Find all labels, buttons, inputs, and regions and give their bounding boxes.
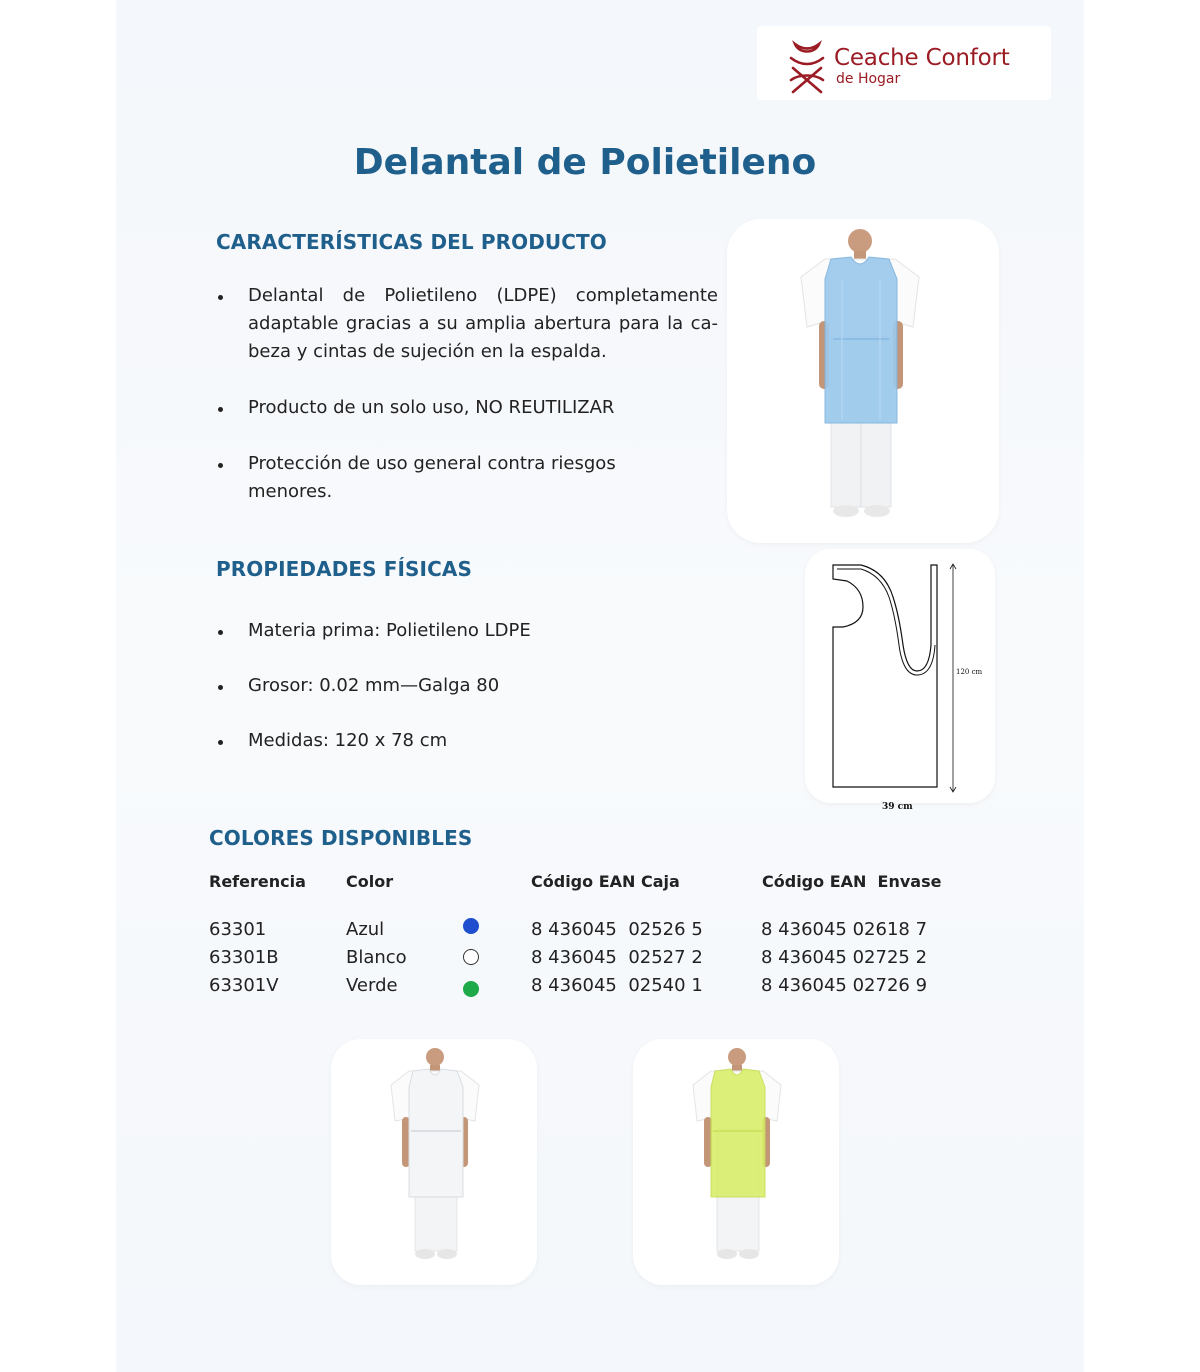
brand-name: Ceache Confort bbox=[834, 45, 1010, 71]
ean-pack-cell: 8 436045 02725 2 bbox=[761, 947, 928, 968]
green-swatch-icon bbox=[463, 981, 479, 997]
list-item: Grosor: 0.02 mm—Galga 80 bbox=[216, 672, 696, 700]
characteristics-list bbox=[216, 282, 718, 506]
color-name-cell: Blanco bbox=[346, 947, 407, 968]
page-title: Delantal de Polietileno bbox=[353, 142, 817, 183]
blue-apron-photo bbox=[727, 219, 999, 543]
green-apron-figure bbox=[633, 1039, 839, 1285]
diagram-height-label: 120 cm bbox=[956, 668, 983, 676]
ean-box-cell: 8 436045 02526 5 bbox=[531, 919, 703, 940]
ean-box-cell: 8 436045 02540 1 bbox=[531, 975, 703, 996]
white-swatch-icon bbox=[463, 949, 479, 965]
color-name-cell: Azul bbox=[346, 919, 385, 940]
list-item: Producto de un solo uso, NO REUTILIZAR bbox=[216, 394, 718, 422]
brand-emblem-icon bbox=[787, 40, 827, 96]
diagram-width-label: 39 cm bbox=[882, 802, 913, 812]
column-header-ean-box: Código EAN Caja bbox=[531, 872, 680, 891]
white-apron-photo bbox=[331, 1039, 537, 1285]
ean-pack-cell: 8 436045 02618 7 bbox=[761, 919, 928, 940]
list-item: Delantal de Polietileno (LDPE) completamente adaptable gracias a su amplia abertura para la ca-beza y cintas de sujeción en la espalda. bbox=[216, 282, 718, 366]
reference-cell: 63301V bbox=[209, 975, 279, 996]
list-item: Medidas: 120 x 78 cm bbox=[216, 727, 696, 755]
reference-cell: 63301 bbox=[209, 919, 267, 940]
ean-box-cell: 8 436045 02527 2 bbox=[531, 947, 703, 968]
apron-diagram bbox=[805, 549, 995, 803]
color-name-cell: Verde bbox=[346, 975, 398, 996]
brand-subtitle: de Hogar bbox=[836, 71, 901, 87]
reference-cell: 63301B bbox=[209, 947, 279, 968]
apron-outline-figure bbox=[805, 549, 995, 803]
column-header-reference: Referencia bbox=[209, 872, 306, 891]
brand-logo bbox=[757, 26, 1051, 100]
properties-heading: PROPIEDADES FÍSICAS bbox=[216, 557, 472, 581]
green-apron-photo bbox=[633, 1039, 839, 1285]
ean-pack-cell: 8 436045 02726 9 bbox=[761, 975, 928, 996]
colors-heading: COLORES DISPONIBLES bbox=[209, 826, 473, 850]
blue-swatch-icon bbox=[463, 918, 479, 934]
column-header-ean-pack: Código EAN Envase bbox=[762, 872, 942, 891]
white-apron-figure bbox=[331, 1039, 537, 1285]
characteristics-heading: CARACTERÍSTICAS DEL PRODUCTO bbox=[216, 230, 607, 254]
properties-list bbox=[216, 617, 696, 755]
column-header-color: Color bbox=[346, 872, 394, 891]
blue-apron-figure bbox=[727, 219, 999, 543]
list-item: Protección de uso general contra riesgos menores. bbox=[216, 450, 628, 506]
list-item: Materia prima: Polietileno LDPE bbox=[216, 617, 696, 645]
